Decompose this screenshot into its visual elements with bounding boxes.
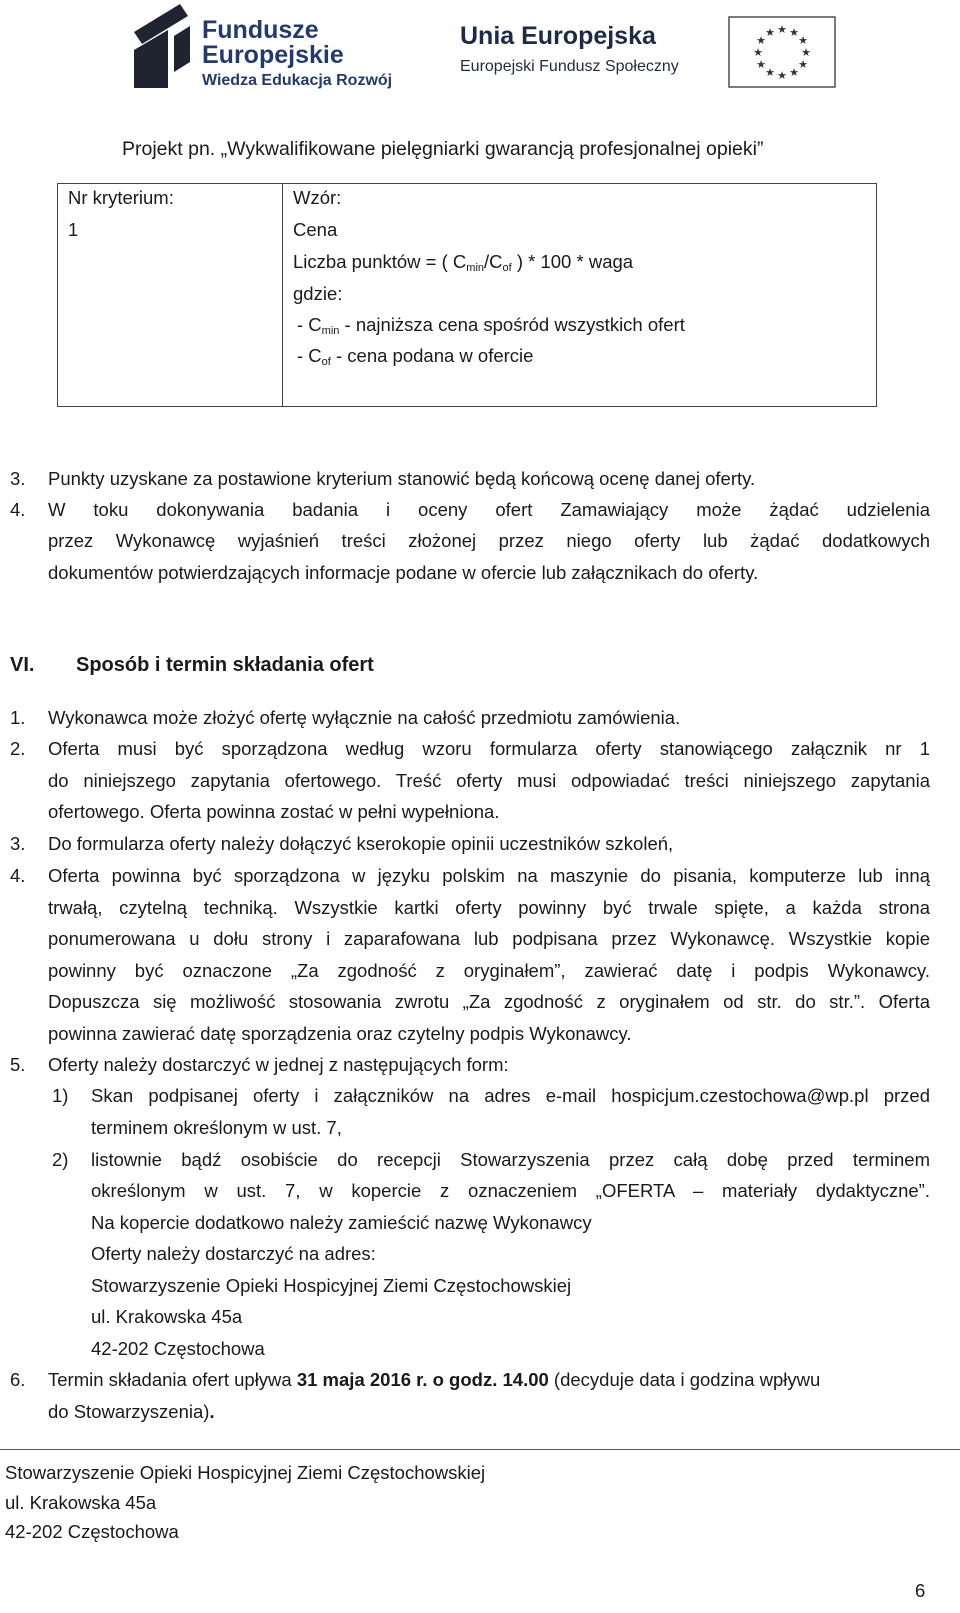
item-4-line-6: powinna zawierać datę sporządzenia oraz czytelny podpis Wykonawcy. [48,1023,632,1044]
point-4-line-1: W toku dokonywania badania i oceny ofert Zamawiający może żądać udzielenia [48,499,930,520]
criteria-table [57,183,877,407]
item-4-line-1: Oferta powinna być sporządzona w języku polskim na maszynie do pisania, komputerze lub inną [48,865,930,886]
footer-line-3: 42-202 Częstochowa [5,1521,179,1542]
footer-line-2: ul. Krakowska 45a [5,1492,157,1513]
cmin-sub: min [321,325,340,337]
point-3-number: 3. [10,468,26,489]
item-6-line-2 [48,1396,215,1427]
formula-sub-of: of [502,262,512,274]
formula-pre: Liczba punktów = ( C [293,251,467,272]
subitem-2-address-street: ul. Krakowska 45a [91,1306,243,1327]
item-6-line-2-text: do Stowarzyszenia) [48,1401,210,1422]
section-title: Sposób i termin składania ofert [76,654,374,676]
subitem-2-address-city: 42-202 Częstochowa [91,1338,265,1359]
svg-text:★: ★ [801,46,811,59]
subitem-1-line-2: terminem określonym w ust. 7, [91,1117,342,1138]
point-4-line-2: przez Wykonawcę wyjaśnień treści złożonej przez niego oferty lub żądać dodatkowych [48,530,930,551]
item-6-number: 6. [10,1369,26,1390]
project-title: Projekt pn. „Wykwalifikowane pielęgniarki gwarancją profesjonalnej opieki” [122,138,764,160]
subitem-1-line-1: Skan podpisanej oferty i załączników na adres e-mail hospicjum.czestochowa@wp.pl przed [91,1085,930,1106]
fe-mark-icon [130,2,194,94]
subitem-2-address-name: Stowarzyszenie Opieki Hospicyjnej Ziemi Częstochowskiej [91,1275,572,1296]
item-3-text: Do formularza oferty należy dołączyć kserokopie opinii uczestników szkoleń, [48,833,674,854]
item-4-line-4: powinny być oznaczone „Za zgodność z oryginałem”, zawierać datę i podpis Wykonawcy. [48,960,930,981]
criterion-name: Cena [293,219,338,240]
criteria-number-column [58,184,283,407]
svg-text:★: ★ [753,46,763,59]
subitem-1-number: 1) [52,1085,69,1106]
fe-logo-line2: Europejskie [202,41,344,69]
item-6-pre: Termin składania ofert upływa [48,1369,297,1390]
subitem-2-line-1: listownie bądź osobiście do recepcji Stowarzyszenia przez całą dobę przed terminem [91,1149,930,1170]
footer-divider [0,1449,960,1450]
svg-text:★: ★ [756,34,766,47]
item-3-number: 3. [10,833,26,854]
svg-text:★: ★ [798,58,808,71]
item-1-number: 1. [10,707,26,728]
ue-logo-subtitle: Europejski Fundusz Społeczny [460,58,679,75]
item-4-line-2: trwałą, czytelną techniką. Wszystkie kartki oferty powinny być trwale spięte, a każda strona [48,897,930,918]
item-1-text: Wykonawca może złożyć ofertę wyłącznie na całość przedmiotu zamówienia. [48,707,681,728]
svg-text:★: ★ [798,34,808,47]
formula-sub-min: min [466,262,485,274]
formula-where: gdzie: [293,283,343,304]
item-2-number: 2. [10,738,26,759]
footer-line-1: Stowarzyszenie Opieki Hospicyjnej Ziemi Częstochowskiej [5,1462,486,1483]
subitem-2-line-4: Oferty należy dostarczyć na adres: [91,1243,376,1264]
formula-post: ) * 100 * waga [511,251,634,272]
eu-flag-icon [728,16,836,88]
fundusze-europejskie-logo [130,2,420,94]
formula-mid: /C [484,251,503,272]
item-5-text: Oferty należy dostarczyć w jednej z następujących form: [48,1054,509,1075]
cof-definition [297,345,533,368]
item-4-number: 4. [10,865,26,886]
section-roman: VI. [10,654,35,676]
item-6-line-1 [48,1364,820,1395]
svg-text:★: ★ [765,26,775,39]
svg-text:★: ★ [765,66,775,79]
point-3-text: Punkty uzyskane za postawione kryterium stanowić będą końcową ocenę danej oferty. [48,468,756,489]
svg-text:★: ★ [777,69,787,82]
formula-line [293,251,633,274]
item-2-line-1: Oferta musi być sporządzona według wzoru formularza oferty stanowiącego załącznik nr 1 [48,738,930,759]
subitem-2-line-3: Na kopercie dodatkowo należy zamieścić nazwę Wykonawcy [91,1212,592,1233]
col-header-formula: Wzór: [293,187,342,208]
cof-pre: - C [297,345,322,366]
cof-post: - cena podana w ofercie [330,345,534,366]
item-6-deadline: 31 maja 2016 r. o godz. 14.00 [296,1369,549,1390]
unia-europejska-logo [460,16,840,86]
item-2-line-2: do niniejszego zapytania ofertowego. Treść oferty musi odpowiadać treści niniejszego zapytania [48,770,930,791]
page-number: 6 [915,1580,926,1601]
subitem-2-number: 2) [52,1149,69,1170]
criterion-number: 1 [68,219,79,240]
item-5-number: 5. [10,1054,26,1075]
fe-logo-line1: Fundusze [202,16,319,44]
item-2-line-3: ofertowego. Oferta powinna zostać w pełni wypełniona. [48,801,500,822]
item-6-post: (decyduje data i godzina wpływu [548,1369,821,1390]
svg-text:★: ★ [789,66,799,79]
point-4-line-3: dokumentów potwierdzających informacje podane w ofercie lub załącznikach do oferty. [48,562,759,583]
ue-logo-title: Unia Europejska [460,22,656,50]
svg-text:★: ★ [777,23,787,36]
criteria-formula-column [283,184,877,407]
cmin-definition [297,314,685,337]
fe-logo-line3: Wiedza Edukacja Rozwój [202,72,393,89]
item-4-line-5: Dopuszcza się możliwość stosowania zwrotu „Za zgodność z oryginałem od str. do str.”. Oferta [48,991,930,1012]
point-4-number: 4. [10,499,26,520]
cmin-post: - najniższa cena spośród wszystkich ofert [339,314,685,335]
svg-text:★: ★ [756,58,766,71]
svg-text:★: ★ [789,26,799,39]
item-4-line-3: ponumerowana u dołu strony i zaparafowana lub podpisana przez Wykonawcę. Wszystkie kopie [48,928,930,949]
item-6-end: . [209,1401,215,1422]
subitem-2-line-2: określonym w ust. 7, w kopercie z oznaczeniem „OFERTA – materiały dydaktyczne”. [91,1180,930,1201]
col-header-number: Nr kryterium: [68,187,174,208]
cof-sub: of [321,356,331,368]
cmin-pre: - C [297,314,322,335]
